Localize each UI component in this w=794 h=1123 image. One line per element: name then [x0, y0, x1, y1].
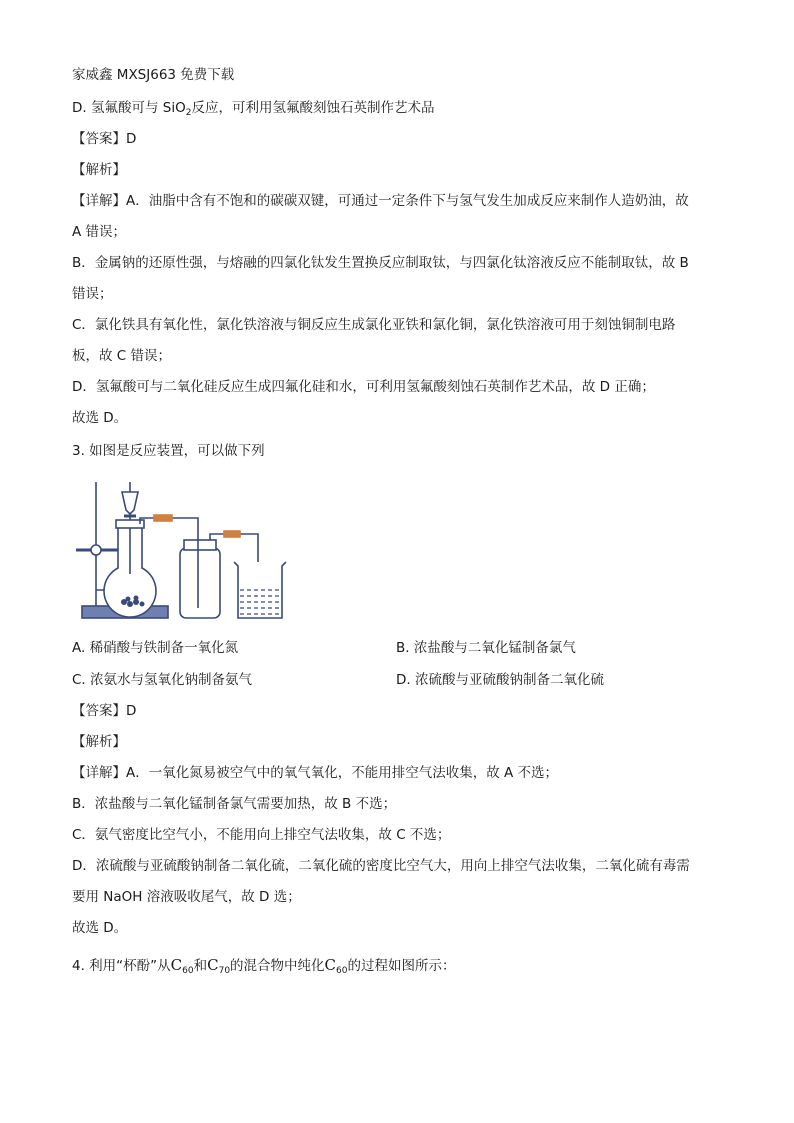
q3-detail-a: 【详解】A．一氧化氮易被空气中的氧气氧化，不能用排空气法收集，故 A 不选； — [72, 765, 559, 781]
q3-detail-d-line1: D．浓硫酸与亚硫酸钠制备二氧化硫，二氧化硫的密度比空气大，用向上排空气法收集，二氧化硫有毒需 — [72, 858, 690, 874]
q3-answer: 【答案】D — [72, 703, 137, 719]
q4-stem-mid: 的混合物中纯化 — [230, 958, 325, 974]
q3-conclusion: 故选 D。 — [72, 920, 128, 936]
q2-detail-c-line1: C．氯化铁具有氧化性，氯化铁溶液与铜反应生成氯化亚铁和氯化铜，氯化铁溶液可用于刻蚀铜制电路 — [72, 317, 676, 333]
q4-and: 和 — [193, 958, 208, 974]
q2-conclusion: 故选 D。 — [72, 410, 128, 426]
q2-detail-c-line2: 板，故 C 错误； — [72, 348, 172, 364]
c70-symbol: C — [207, 956, 219, 974]
q3-detail-c: C．氨气密度比空气小，不能用向上排空气法收集，故 C 不选； — [72, 827, 451, 843]
q3-detail-b: B．浓盐酸与二氧化锰制备氯气需要加热，故 B 不选； — [72, 796, 397, 812]
q2-detail-a-line1: 【详解】A．油脂中含有不饱和的碳碳双键，可通过一定条件下与氢气发生加成反应来制作人造奶油，故 — [72, 193, 689, 209]
watermark-header: 家威鑫 MXSJ663 免费下载 — [72, 67, 235, 83]
q2-option-d-text: D. 氢氟酸可与 SiO — [72, 100, 186, 116]
q4-stem-end: 的过程如图所示： — [347, 958, 456, 974]
rubber-joint-1 — [154, 515, 172, 521]
gas-collection-bottle — [180, 548, 220, 618]
q2-detail-a-line2: A 错误； — [72, 224, 127, 240]
subscript: 2 — [185, 108, 192, 118]
separatory-funnel — [122, 492, 138, 514]
q3-option-d: D. 浓硫酸与亚硫酸钠制备二氧化硫 — [396, 672, 604, 688]
q3-detail-d-line2: 要用 NaOH 溶液吸收尾气，故 D 选； — [72, 889, 301, 905]
q4-stem-start: 4. 利用“杯酚”从 — [72, 958, 171, 974]
q2-option-d-text-end: 反应，可利用氢氟酸刻蚀石英制作艺术品 — [191, 100, 435, 116]
subscript-60-2: 60 — [336, 966, 348, 976]
clamp-knob — [91, 545, 101, 555]
subscript-60: 60 — [182, 966, 194, 976]
q2-answer: 【答案】D — [72, 131, 137, 147]
reaction-apparatus-figure — [72, 478, 302, 622]
rubber-joint-2 — [224, 531, 240, 537]
q2-detail-d: D．氢氟酸可与二氧化硅反应生成四氟化硅和水，可利用氢氟酸刻蚀石英制作艺术品，故 D 正确； — [72, 379, 655, 395]
q3-analysis-title: 【解析】 — [72, 734, 126, 750]
q2-option-d — [72, 99, 434, 122]
q3-stem: 3. 如图是反应装置，可以做下列 — [72, 443, 265, 459]
q3-option-c: C. 浓氨水与氢氧化钠制备氨气 — [72, 672, 253, 688]
c60-symbol-2: C — [324, 956, 337, 974]
subscript-70: 70 — [218, 966, 231, 976]
bottle-stopper — [184, 540, 216, 550]
q3-option-b: B. 浓盐酸与二氧化锰制备氯气 — [396, 640, 576, 656]
q3-option-a: A. 稀硝酸与铁制备一氧化氮 — [72, 640, 239, 656]
q2-analysis-title: 【解析】 — [72, 162, 126, 178]
q2-detail-b-line2: 错误； — [72, 286, 113, 302]
q2-detail-b-line1: B．金属钠的还原性强，与熔融的四氯化钛发生置换反应制取钛，与四氯化钛溶液反应不能制取钛，故 B — [72, 255, 689, 271]
c60-symbol: C — [170, 956, 183, 974]
q4-stem — [72, 956, 455, 980]
